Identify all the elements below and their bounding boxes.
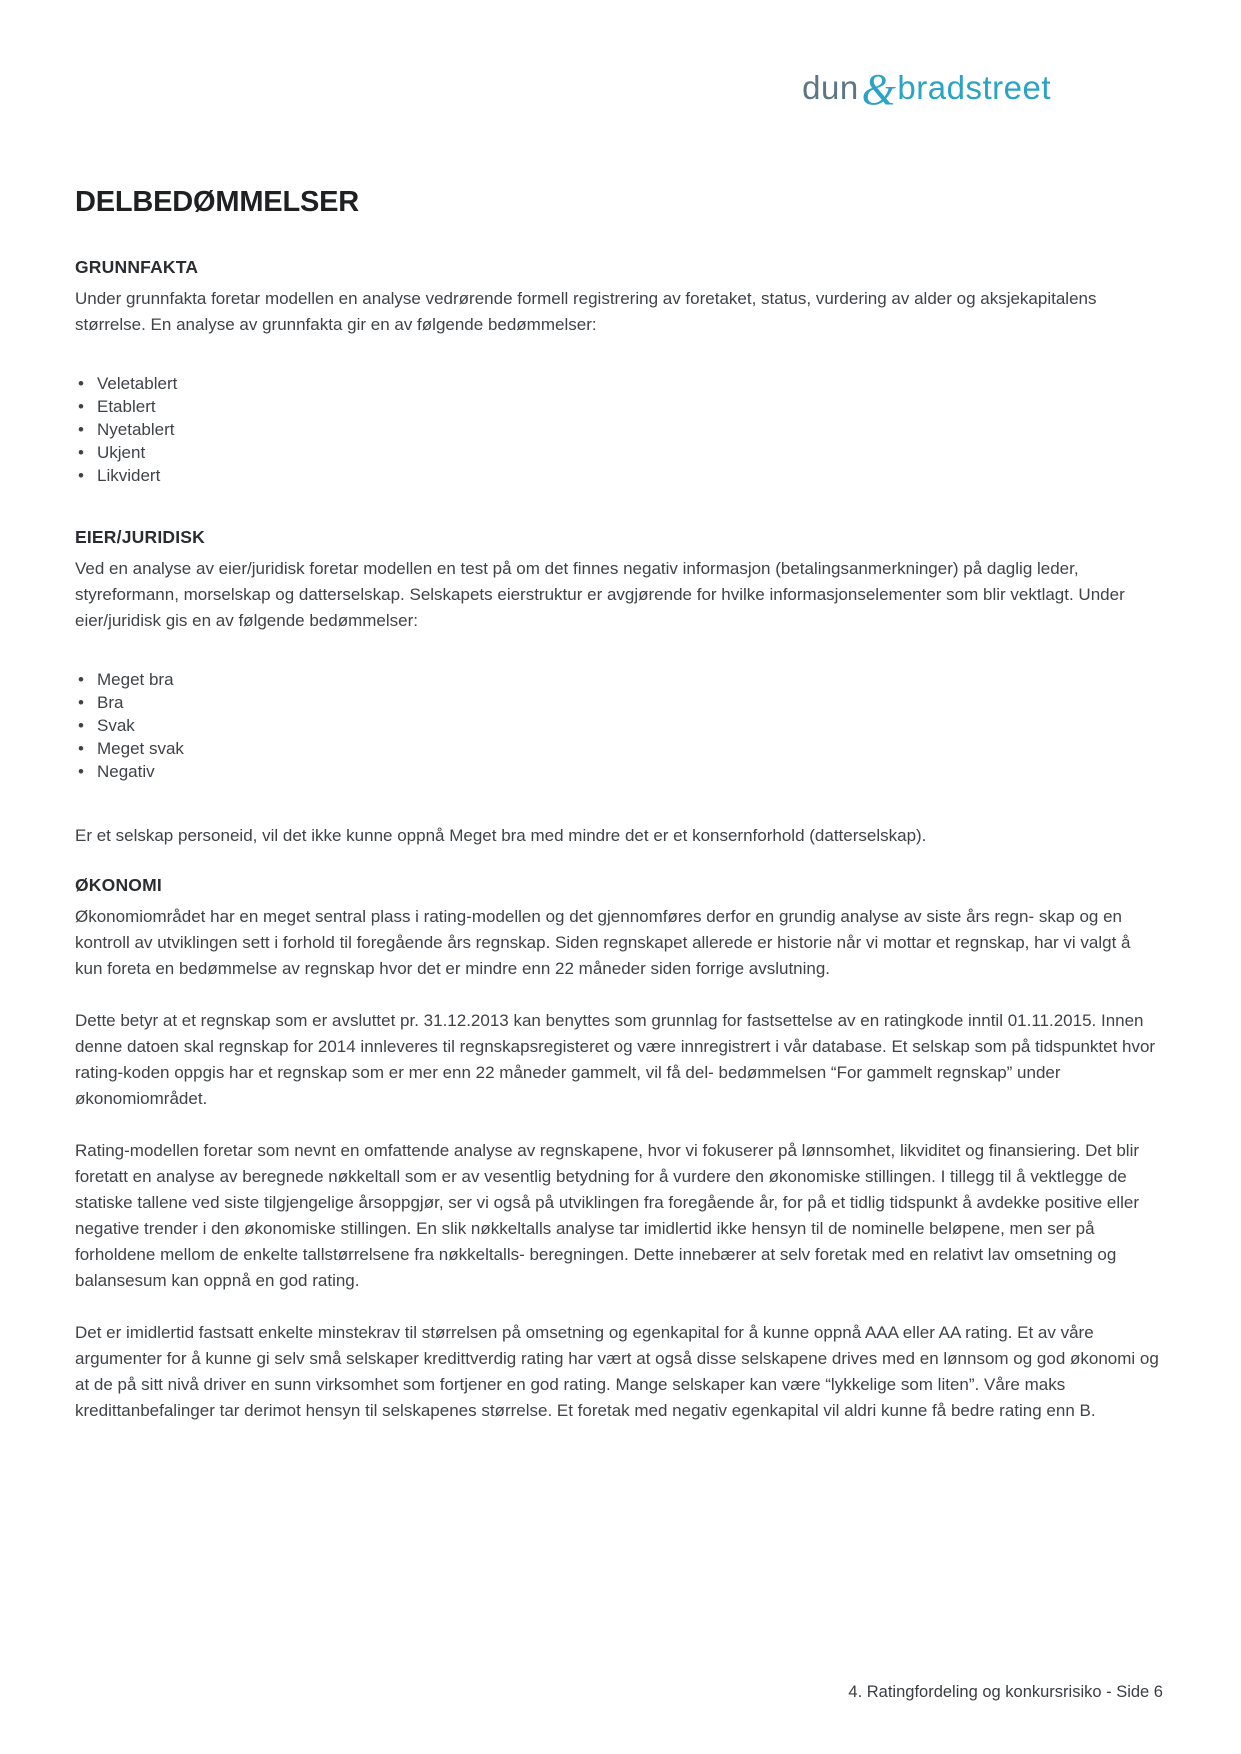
section-eier-juridisk (75, 527, 1161, 849)
list-item: • Nyetablert (75, 418, 1161, 441)
list-item: • Likvidert (75, 464, 1161, 487)
paragraph: Dette betyr at et regnskap som er avsluttet pr. 31.12.2013 kan benyttes som grunnlag for fastsettelse av en ratingkode inntil 01.11.2015. Innen denne datoen skal regnskap for 2014 innleveres til regnskapsregisteret og være innregistrert i vår database. Et selskap som på tidspunktet hvor rating-koden oppgis har et regnskap som er mer enn 22 måneder gammelt, vil få del- bedømmelsen “For gammelt regnskap” under økonomiområdet. (75, 1011, 1156, 1108)
section-heading-okonomi: ØKONOMI (75, 875, 162, 895)
list-item: • Etablert (75, 395, 1161, 418)
dun-bradstreet-logo (802, 65, 1051, 114)
list-item: • Bra (75, 691, 1161, 714)
paragraph: Rating-modellen foretar som nevnt en omfattende analyse av regnskapene, hvor vi fokuserer på lønnsomhet, likviditet og finansiering. Det blir foretatt en analyse av beregnede nøkkeltall som er av vesentlig betydning for å vurdere den økonomiske stillingen. I tillegg til å vektlegge de statiske tallene ved siste tilgjengelige årsoppgjør, ser vi også på utviklingen fra foregående år, for på et tidlig tidspunkt å avdekke positive eller negative trender i den økonomiske stillingen. En slik nøkkeltalls analyse tar imidlertid ikke hensyn til de nominelle beløpene, men ser på forholdene mellom de enkelte tallstørrelsene fra nøkkeltalls- beregningen. Dette innebærer at selv foretak med en relativt lav omsetning og balansesum kan oppnå en god rating. (75, 1141, 1140, 1290)
note-paragraph: Er et selskap personeid, vil det ikke kunne oppnå Meget bra med mindre det er et konsernforhold (datterselskap). (75, 826, 927, 845)
list-item: • Negativ (75, 760, 1161, 783)
list-item: • Meget bra (75, 668, 1161, 691)
page-footer (848, 1683, 1163, 1702)
list-item: • Meget svak (75, 737, 1161, 760)
bullet-list-grunnfakta (75, 372, 1161, 487)
footer-text: 4. Ratingfordeling og konkursrisiko - Side 6 (848, 1683, 1163, 1701)
logo-ampersand-icon: & (861, 65, 897, 114)
section-grunnfakta (75, 257, 1161, 487)
bullet-list-eier-juridisk (75, 668, 1161, 783)
section-intro-eier-juridisk: Ved en analyse av eier/juridisk foretar modellen en test på om det finnes negativ informasjon (betalingsanmerkninger) på daglig leder, styreformann, morselskap og datterselskap. Selskapets eierstruktur er avgjørende for hvilke informasjonselementer som blir vektlagt. Under eier/juridisk gis en av følgende bedømmelser: (75, 559, 1125, 630)
logo-bradstreet-text: bradstreet (897, 69, 1051, 106)
paragraph: Økonomiområdet har en meget sentral plass i rating-modellen og det gjennomføres derfor en grundig analyse av siste års regn- skap og en kontroll av utviklingen sett i forhold til foregående års regnskap. Siden regnskapet allerede er historie når vi mottar et regnskap, har vi valgt å kun foreta en bedømmelse av regnskap hvor det er mindre enn 22 måneder siden forrige avslutning. (75, 907, 1131, 978)
list-item: • Svak (75, 714, 1161, 737)
section-intro-grunnfakta: Under grunnfakta foretar modellen en analyse vedrørende formell registrering av foretaket, status, vurdering av alder og aksjekapitalens størrelse. En analyse av grunnfakta gir en av følgende bedømmelser: (75, 289, 1097, 334)
paragraph: Det er imidlertid fastsatt enkelte minstekrav til størrelsen på omsetning og egenkapital for å kunne oppnå AAA eller AA rating. Et av våre argumenter for å kunne gi selv små selskaper kredittverdig rating har vært at også disse selskapene drives med en lønnsom og god økonomi og at de på sitt nivå driver en sunn virksomhet som fortjener en god rating. Mange selskaper kan være “lykkelige som liten”. Våre maks kredittanbefalinger tar derimot hensyn til selskapenes størrelse. Et foretak med negativ egenkapital vil aldri kunne få bedre rating enn B. (75, 1323, 1159, 1420)
logo-dun-text: dun (802, 69, 859, 106)
list-item: • Ukjent (75, 441, 1161, 464)
section-heading-eier-juridisk: EIER/JURIDISK (75, 527, 205, 547)
section-heading-grunnfakta: GRUNNFAKTA (75, 257, 199, 277)
list-item: • Veletablert (75, 372, 1161, 395)
section-okonomi (75, 875, 1161, 1424)
page-title: DELBEDØMMELSER (75, 186, 359, 218)
